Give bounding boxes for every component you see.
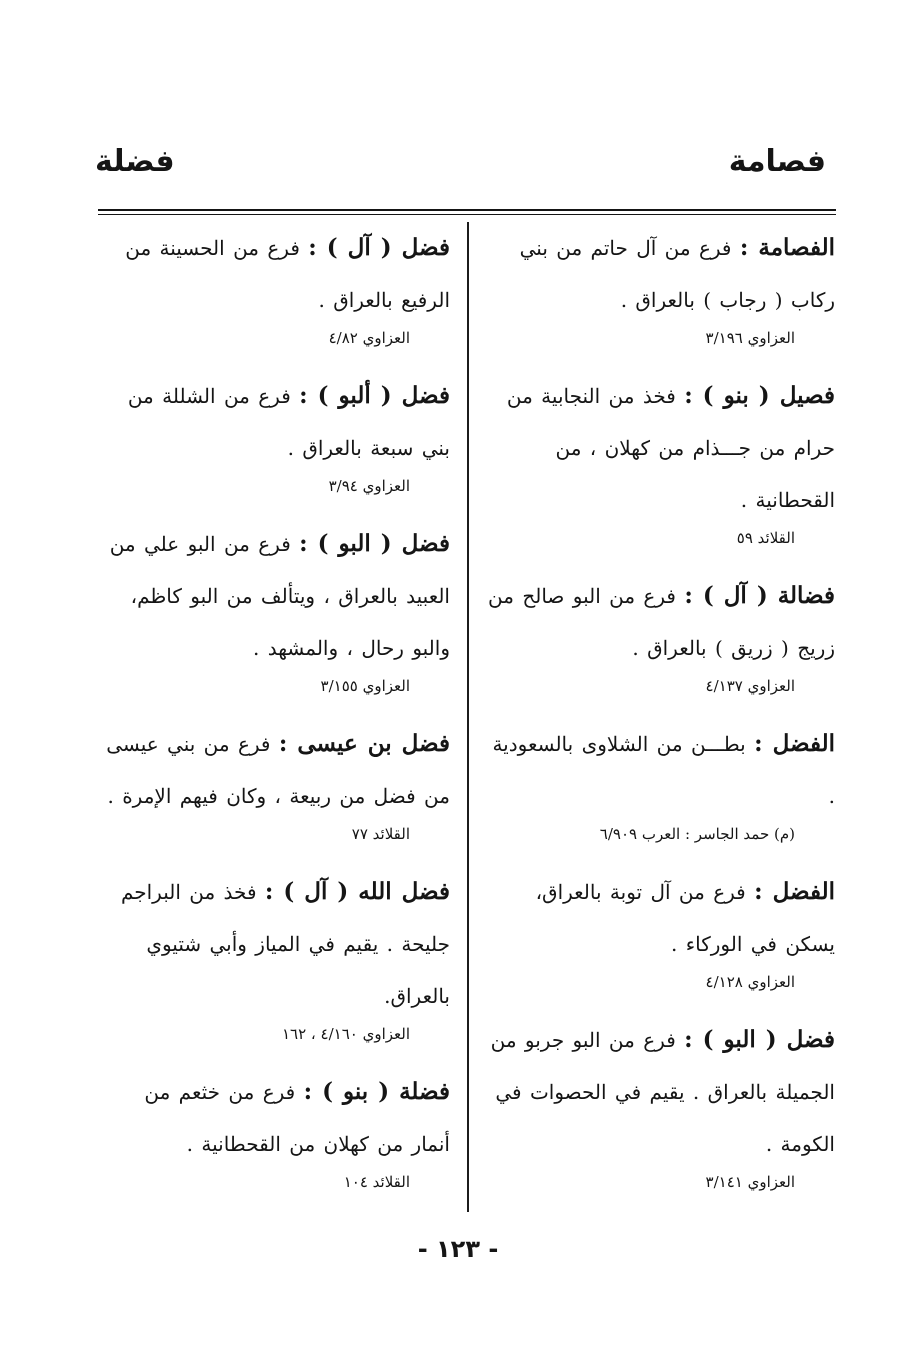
entry-source: (م) حمد الجاسر : العرب ٦/٩٠٩ [599,825,795,843]
entry [100,518,450,698]
entry-headword: فضل ( البو ) : [299,530,450,557]
entry-source: العزاوي ٣/١٥٥ [320,677,410,695]
entry-text [482,718,835,822]
running-header-left: فضلة [95,144,175,179]
right-column [482,222,835,1212]
entry-source: العزاوي ٣/١٤١ [705,1173,795,1191]
entry-definition: فرع من البو جربو من الجميلة بالعراق . يقيم في الحصوات في الكومة . [490,1028,835,1156]
entry-text [100,518,450,674]
entry-definition: فرع من الشللة من بني سبعة بالعراق . [127,384,450,460]
entry [482,370,835,550]
entry-headword: فضل ( ألبو ) : [299,382,450,409]
entry [100,370,450,498]
entry-headword: فضل ( آل ) : [308,234,450,261]
entry-source: القلائد ١٠٤ [343,1173,410,1191]
entry-text [482,1014,835,1170]
entry-headword: فضل بن عيسى : [278,730,450,757]
header-rule-thick [98,209,836,211]
entry-headword: الفضل : [754,878,835,905]
entry-definition: بطـــن من الشلاوى بالسعودية . [492,732,835,808]
entry-definition: فرع من الحسينة من الرفيع بالعراق . [125,236,450,312]
entry [482,570,835,698]
entry [482,718,835,846]
entry [100,1066,450,1194]
entry [100,718,450,846]
entry-headword: الفضل : [754,730,835,757]
entry [482,1014,835,1194]
entry-source: القلائد ٥٩ [736,529,795,547]
entry-text [100,222,450,326]
entry-definition: فرع من بني عيسى من فضل من ربيعة ، وكان فيهم الإمرة . [106,732,450,808]
entry-text [482,370,835,526]
entry-headword: فضل ( البو ) : [684,1026,835,1053]
entry [100,866,450,1046]
entry-text [100,1066,450,1170]
entry-headword: فضلة ( بنو ) : [303,1078,450,1105]
left-column [100,222,450,1212]
entry-text [100,370,450,474]
entry-definition: فرع من آل توبة بالعراق، يسكن في الوركاء . [535,880,835,956]
header-rule-thin [98,214,836,215]
entry [482,222,835,350]
entry-source: العزاوي ٣/١٩٦ [705,329,795,347]
page-number: - ١٢٣ - [417,1235,499,1263]
entry-definition: فخذ من البراجم جليحة . يقيم في المياز وأبي شتيوي بالعراق. [120,880,450,1008]
entry-headword: الفصامة : [739,234,835,261]
entry-source: العزاوي ٣/٩٤ [328,477,410,495]
column-divider [467,222,469,1212]
entry-definition: فرع من البو علي من العبيد بالعراق ، ويتألف من البو كاظم، والبو رحال ، والمشهد . [109,532,450,660]
entry-source: العزاوي ٤/١٣٧ [705,677,795,695]
entry-headword: فضالة ( آل ) : [684,582,835,609]
entry-source: القلائد ٧٧ [351,825,410,843]
entry-definition: فخذ من النجابية من حرام من جـــذام من كهلان ، من القحطانية . [506,384,835,512]
entry-definition: فرع من البو صالح من زريج ( زريق ) بالعراق . [488,584,835,660]
entry-text [482,222,835,326]
running-header-right: فصامة [728,144,826,179]
entry-text [100,866,450,1022]
entry-definition: فرع من آل حاتم من بني ركاب ( رجاب ) بالعراق . [519,236,835,312]
entry-definition: فرع من خثعم من أنمار من كهلان من القحطانية . [144,1080,450,1156]
entry-text [482,570,835,674]
entry-text [100,718,450,822]
entry-source: العزاوي ٤/١٦٠ ، ١٦٢ [281,1025,410,1043]
entry-source: العزاوي ٤/٨٢ [328,329,410,347]
entry-headword: فصيل ( بنو ) : [684,382,835,409]
entry-text [482,866,835,970]
entry [482,866,835,994]
entry [100,222,450,350]
entry-source: العزاوي ٤/١٢٨ [705,973,795,991]
entry-headword: فضل الله ( آل ) : [264,878,450,905]
